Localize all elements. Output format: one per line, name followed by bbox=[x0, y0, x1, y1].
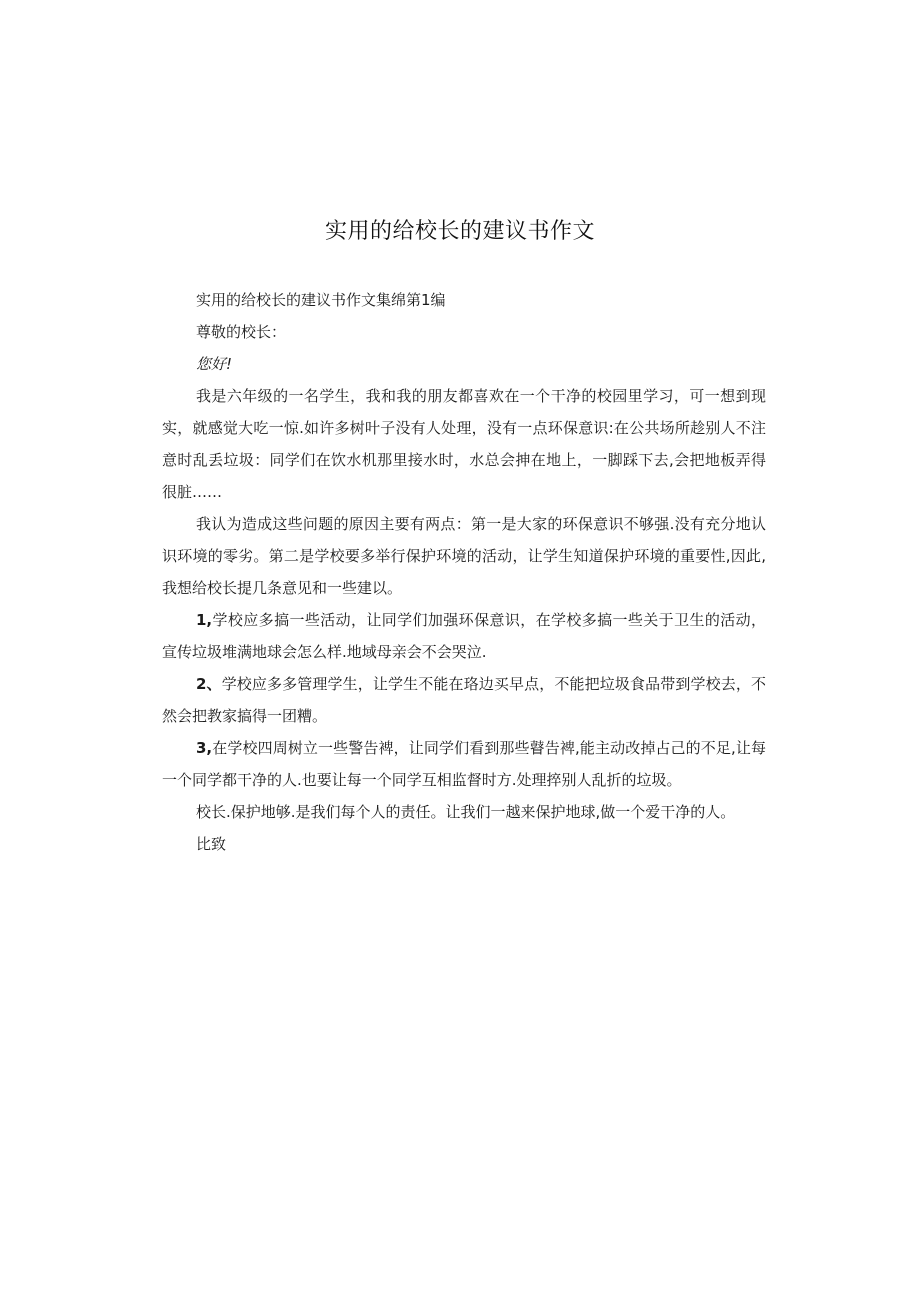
closing-paragraph: 校长.保护地够.是我们每个人的责任。让我们一越来保护地球,做一个爱干净的人。 bbox=[196, 803, 736, 821]
salutation: 尊敬的校长： bbox=[196, 323, 287, 341]
suggestion-number: 2、 bbox=[196, 675, 222, 693]
suggestion-2 bbox=[162, 668, 766, 732]
document-title: 实用的给校长的建议书作文 bbox=[324, 219, 595, 244]
suggestion-text: 学校应多搞一些活动，让同学们加强环保意识，在学校多搞一些关于卫生的活动，宣传垃圾堆满地球会怎么样.地域母亲会不会哭泣. bbox=[162, 611, 766, 661]
suggestion-text: 在学校四周树立一些警告裨，让同学们看到那些瞽告裨,能主动改掉占己的不足,让每一个同学都干净的人.也要让每一个同学互相监督时方.处理捽别人乱折的垃圾。 bbox=[162, 739, 766, 789]
suggestion-number: 1, bbox=[196, 611, 213, 629]
paragraph-1: 我是六年级的一名学生，我和我的朋友都喜欢在一个干净的校园里学习，可一想到现实，就感觉大吃一惊.如许多树叶子没有人处理，没有一点环保意识:在公共场所趁别人不注意时乱丢垃圾：同学们在饮水机那里接水时，水总会抻在地上，一脚踩下去,会把地板弄得很脏…… bbox=[162, 387, 766, 501]
suggestion-3 bbox=[162, 732, 766, 796]
document-subtitle: 实用的给校长的建议书作文集绵第1编 bbox=[196, 291, 446, 309]
signoff: 比致 bbox=[196, 835, 227, 853]
suggestion-text: 学校应多多管理学生，让学生不能在珞边买早点，不能把垃圾食品带到学校去，不然会把教家搞得一团糟。 bbox=[162, 675, 766, 725]
suggestion-1 bbox=[162, 604, 766, 668]
greeting: 您好! bbox=[196, 355, 233, 373]
paragraph-2: 我认为造成这些问题的原因主要有两点：第一是大家的环保意识不够强.没有充分地认识环境的零劣。第二是学校要多举行保护环境的活动，让学生知道保护环境的重要性,因此,我想给校长提几条意见和一些建以。 bbox=[162, 515, 766, 597]
document-body bbox=[162, 284, 766, 860]
suggestion-number: 3, bbox=[196, 739, 213, 757]
